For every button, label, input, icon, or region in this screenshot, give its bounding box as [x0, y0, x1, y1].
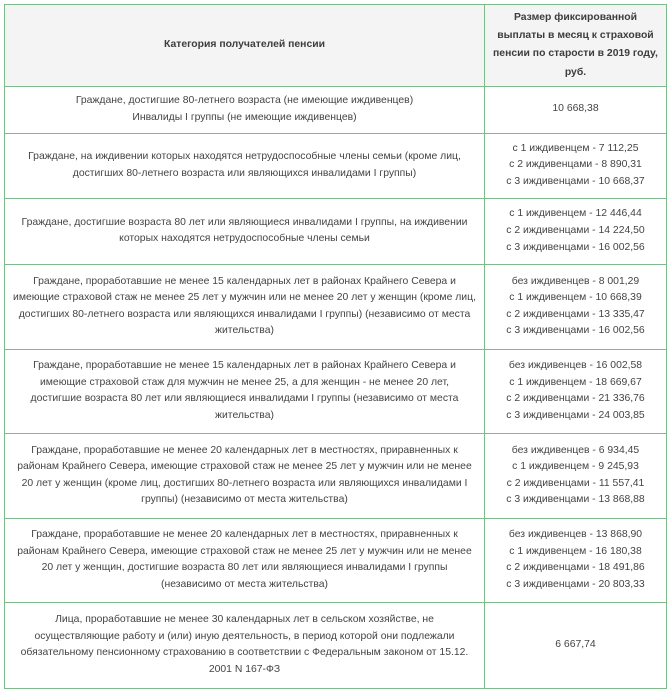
- amount-value: с 1 иждивенцем - 16 180,38: [509, 545, 642, 557]
- amount-value: без иждивенцев - 6 934,45: [511, 444, 640, 456]
- amount-value: с 2 иждивенцами - 11 557,41: [506, 477, 645, 489]
- category-cell: [5, 133, 485, 198]
- amount-value: с 2 иждивенцами - 14 224,50: [506, 224, 645, 236]
- category-cell: [5, 86, 485, 133]
- table-row: [5, 264, 667, 349]
- amount-value: с 2 иждивенцами - 18 491,86: [506, 562, 645, 574]
- amount-value: с 3 иждивенцами - 24 003,85: [506, 409, 645, 421]
- amount-value: без иждивенцев - 13 868,90: [508, 529, 643, 541]
- category-text: Граждане, проработавшие не менее 20 календарных лет в местностях, приравненных к районам Крайнего Севера, имеющие страховой стаж не менее 25 лет у мужчин или не менее 20 лет у женщин, достигшие возраста 80 лет или являющиеся инвалидами I группы (независимо от места жительства): [17, 529, 472, 590]
- header-amount: Размер фиксированной выплаты в месяц к страховой пенсии по старости в 2019 году, руб.: [485, 5, 667, 87]
- amount-value: с 3 иждивенцами - 13 868,88: [506, 494, 645, 506]
- amount-value: с 1 иждивенцем - 18 669,67: [509, 376, 642, 388]
- amount-value: без иждивенцев - 16 002,58: [508, 360, 643, 372]
- category-text: Граждане, достигшие возраста 80 лет или являющиеся инвалидами I группы, на иждивении которых находятся нетрудоспособные члены семьи: [21, 216, 468, 245]
- category-text: Инвалиды I группы (не имеющие иждивенцев): [132, 111, 357, 123]
- table-row: [5, 198, 667, 264]
- amount-value: с 3 иждивенцами - 16 002,56: [506, 241, 645, 253]
- category-cell: [5, 518, 485, 602]
- table-row: [5, 433, 667, 518]
- table-row: [5, 133, 667, 198]
- amount-value: с 1 иждивенцем - 9 245,93: [512, 461, 639, 473]
- pension-table: [4, 4, 667, 689]
- amount-cell: [485, 433, 667, 518]
- amount-value: с 3 иждивенцами - 20 803,33: [506, 578, 645, 590]
- category-text: Граждане, проработавшие не менее 20 календарных лет в местностях, приравненных к районам Крайнего Севера, имеющие страховой стаж не менее 25 лет у мужчин или не менее 20 лет у женщин (кроме лиц, достигших 80-летнего возраста или являющихся инвалидами I группы) (независимо от места жительства): [17, 444, 472, 506]
- table-row: [5, 86, 667, 133]
- category-cell: [5, 433, 485, 518]
- category-cell: [5, 198, 485, 264]
- header-row: [5, 5, 667, 87]
- header-category: Категория получателей пенсии: [5, 5, 485, 87]
- amount-cell: [485, 198, 667, 264]
- amount-value: с 3 иждивенцами - 10 668,37: [506, 176, 645, 188]
- amount-value: с 1 иждивенцем - 7 112,25: [512, 142, 639, 154]
- amount-cell: [485, 86, 667, 133]
- amount-cell: [485, 133, 667, 198]
- amount-value: с 2 иждивенцами - 21 336,76: [506, 393, 645, 405]
- table-row: [5, 602, 667, 688]
- amount-cell: [485, 349, 667, 433]
- amount-value: с 1 иждивенцем - 12 446,44: [509, 208, 642, 220]
- amount-value: без иждивенцев - 8 001,29: [511, 275, 640, 287]
- category-text: Граждане, достигшие 80-летнего возраста (не имеющие иждивенцев): [75, 95, 414, 107]
- category-cell: [5, 602, 485, 688]
- amount-value: с 1 иждивенцем - 10 668,39: [509, 292, 642, 304]
- amount-cell: [485, 518, 667, 602]
- category-text: Лица, проработавшие не менее 30 календарных лет в сельском хозяйстве, не осуществляющие работу и (или) иную деятельность, в период которой они подлежали обязательному пенсионному страхованию в соответствии с Федеральным законом от 15.12. 2001 N 167-ФЗ: [20, 614, 469, 675]
- category-text: Граждане, на иждивении которых находятся нетрудоспособные члены семьи (кроме лиц, достигших 80-летнего возраста или являющихся инвалидами I группы): [28, 151, 461, 179]
- amount-cell: [485, 602, 667, 688]
- amount-value: с 3 иждивенцами - 16 002,56: [506, 325, 645, 337]
- amount-value: с 2 иждивенцами - 13 335,47: [506, 308, 645, 320]
- table-row: [5, 518, 667, 602]
- category-cell: [5, 264, 485, 349]
- category-text: Граждане, проработавшие не менее 15 календарных лет в районах Крайнего Севера и имеющие страховой стаж для мужчин не менее 25, а для женщин - не менее 20 лет, достигшие возраста 80 лет или являющиеся инвалидами I группы (независимо от места жительства): [30, 360, 459, 421]
- amount-value: 10 668,38: [552, 103, 599, 115]
- table-row: [5, 349, 667, 433]
- amount-value: с 2 иждивенцами - 8 890,31: [509, 159, 642, 171]
- category-text: Граждане, проработавшие не менее 15 календарных лет в районах Крайнего Севера и имеющие страховой стаж не менее 25 лет у мужчин или не менее 20 лет у женщин (кроме лиц, достигших 80-летнего возраста или являющихся инвалидами I группы) (независимо от места жительства): [13, 275, 476, 337]
- category-cell: [5, 349, 485, 433]
- amount-value: 6 667,74: [555, 638, 596, 650]
- amount-cell: [485, 264, 667, 349]
